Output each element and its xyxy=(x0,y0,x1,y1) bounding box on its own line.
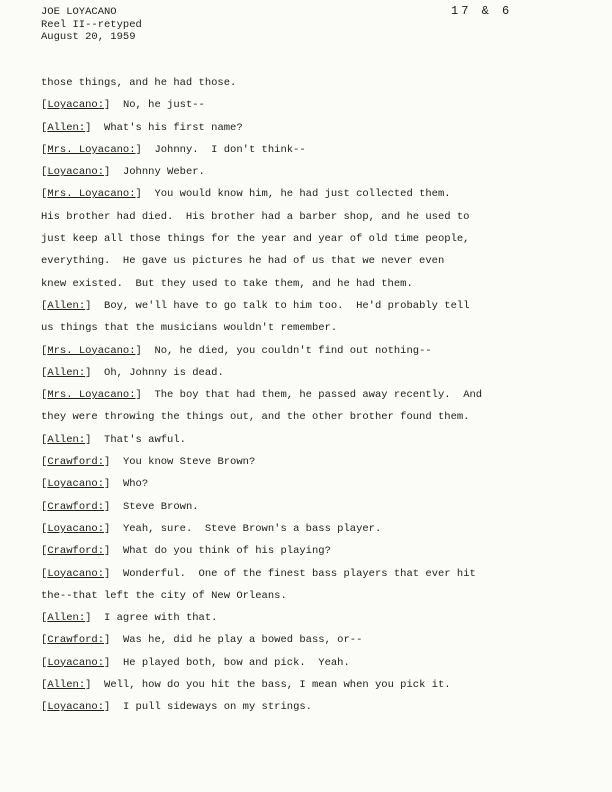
line-text: The boy that had them, he passed away recently. And xyxy=(154,389,483,402)
line-text: He played both, bow and pick. Yeah. xyxy=(122,656,350,669)
page-header xyxy=(41,6,142,44)
transcript-line: [Loyacano:] He played both, bow and pick. Yeah. xyxy=(41,656,350,669)
transcript-line: [Allen:] What's his first name? xyxy=(41,121,243,134)
line-text: Oh, Johnny is dead. xyxy=(104,366,224,379)
transcript-line: [Mrs. Loyacano:] No, he died, you couldn't find out nothing-- xyxy=(41,344,432,357)
line-text: the--that left the city of New Orleans. xyxy=(41,589,287,602)
line-text: Johnny. I don't think-- xyxy=(154,143,306,156)
transcript-line: [Crawford:] Was he, did he play a bowed bass, or-- xyxy=(41,634,363,647)
transcript-line: [Mrs. Loyacano:] The boy that had them, he passed away recently. And xyxy=(41,389,483,402)
transcript-line: [Loyacano:] I pull sideways on my strings. xyxy=(41,701,312,714)
line-text: just keep all those things for the year and year of old time people, xyxy=(41,233,470,246)
transcript-line: [Allen:] That's awful. xyxy=(41,433,186,446)
line-text: us things that the musicians wouldn't remember. xyxy=(41,322,338,335)
line-text: What do you think of his playing? xyxy=(122,545,331,558)
interviewee-name: JOE LOYACANO xyxy=(41,6,117,18)
transcript-line: [Allen:] Well, how do you hit the bass, I mean when you pick it. xyxy=(41,679,451,692)
speaker-name: Crawford: xyxy=(47,456,105,469)
line-text: those things, and he had those. xyxy=(41,77,237,89)
transcript-line xyxy=(41,410,571,432)
speaker-name: Allen: xyxy=(47,612,86,625)
speaker-name: Crawford: xyxy=(47,634,105,647)
speaker-name: Mrs. Loyacano: xyxy=(47,143,136,156)
transcript-line: [Allen:] Boy, we'll have to go talk to him too. He'd probably tell xyxy=(41,299,470,312)
line-text: Yeah, sure. Steve Brown's a bass player. xyxy=(122,522,382,535)
speaker-name: Mrs. Loyacano: xyxy=(47,188,136,201)
reel-label: Reel II--retyped xyxy=(41,18,142,31)
transcript-line: [Mrs. Loyacano:] Johnny. I don't think-- xyxy=(41,143,306,156)
speaker-name: Loyacano: xyxy=(47,656,105,669)
line-text: His brother had died. His brother had a barber shop, and he used to xyxy=(41,210,470,223)
transcript-line: [Allen:] I agree with that. xyxy=(41,612,218,625)
speaker-name: Allen: xyxy=(47,299,86,312)
interview-date: August 20, 1959 xyxy=(41,31,136,43)
transcript-line xyxy=(41,210,571,232)
speaker-name: Mrs. Loyacano: xyxy=(47,389,136,402)
line-text: knew existed. But they used to take them, and he had them. xyxy=(41,277,413,290)
transcript-body xyxy=(41,76,571,723)
line-text: everything. He gave us pictures he had of us that we never even xyxy=(41,255,445,268)
speaker-name: Loyacano: xyxy=(47,701,105,714)
transcript-line xyxy=(41,232,571,254)
transcript-line xyxy=(41,277,571,299)
transcript-line xyxy=(41,589,571,611)
speaker-name: Loyacano: xyxy=(47,567,105,580)
transcript-line: [Loyacano:] Johnny Weber. xyxy=(41,166,205,179)
line-text: Was he, did he play a bowed bass, or-- xyxy=(122,634,363,647)
transcript-line: [Loyacano:] Yeah, sure. Steve Brown's a bass player. xyxy=(41,522,382,535)
transcript-line: [Loyacano:] No, he just-- xyxy=(41,99,205,112)
line-text: No, he died, you couldn't find out nothing-- xyxy=(154,344,432,357)
line-text: Boy, we'll have to go talk to him too. He'd probably tell xyxy=(104,299,470,312)
line-text: No, he just-- xyxy=(122,99,205,112)
speaker-name: Loyacano: xyxy=(47,166,105,179)
speaker-name: Allen: xyxy=(47,366,86,379)
line-text: That's awful. xyxy=(104,433,186,446)
transcript-line xyxy=(41,321,571,343)
page-number: 17 & 6 xyxy=(451,4,513,18)
speaker-name: Loyacano: xyxy=(47,478,105,491)
speaker-name: Allen: xyxy=(47,679,86,692)
speaker-name: Loyacano: xyxy=(47,522,105,535)
transcript-line: [Crawford:] Steve Brown. xyxy=(41,500,199,513)
line-text: Well, how do you hit the bass, I mean when you pick it. xyxy=(104,679,451,692)
transcript-line: [Allen:] Oh, Johnny is dead. xyxy=(41,366,224,379)
speaker-name: Allen: xyxy=(47,121,86,134)
speaker-name: Crawford: xyxy=(47,545,105,558)
line-text: I pull sideways on my strings. xyxy=(122,701,312,714)
speaker-name: Loyacano: xyxy=(47,99,105,112)
transcript-line: [Loyacano:] Wonderful. One of the finest bass players that ever hit xyxy=(41,567,476,580)
transcript-line: [Mrs. Loyacano:] You would know him, he had just collected them. xyxy=(41,188,451,201)
line-text: they were throwing the things out, and the other brother found them. xyxy=(41,411,470,424)
transcript-line: [Crawford:] What do you think of his playing? xyxy=(41,545,331,558)
line-text: You know Steve Brown? xyxy=(122,456,256,469)
line-text: What's his first name? xyxy=(104,121,243,134)
speaker-name: Crawford: xyxy=(47,500,105,513)
line-text: Who? xyxy=(122,478,149,491)
line-text: I agree with that. xyxy=(104,612,218,625)
line-text: You would know him, he had just collected them. xyxy=(154,188,451,201)
speaker-name: Mrs. Loyacano: xyxy=(47,344,136,357)
line-text: Wonderful. One of the finest bass players that ever hit xyxy=(122,567,476,580)
line-text: Johnny Weber. xyxy=(122,166,205,179)
speaker-name: Allen: xyxy=(47,433,86,446)
transcript-line xyxy=(41,254,571,276)
transcript-line: [Crawford:] You know Steve Brown? xyxy=(41,456,256,469)
line-text: Steve Brown. xyxy=(122,500,199,513)
transcript-line: [Loyacano:] Who? xyxy=(41,478,149,491)
transcript-line xyxy=(41,76,571,98)
